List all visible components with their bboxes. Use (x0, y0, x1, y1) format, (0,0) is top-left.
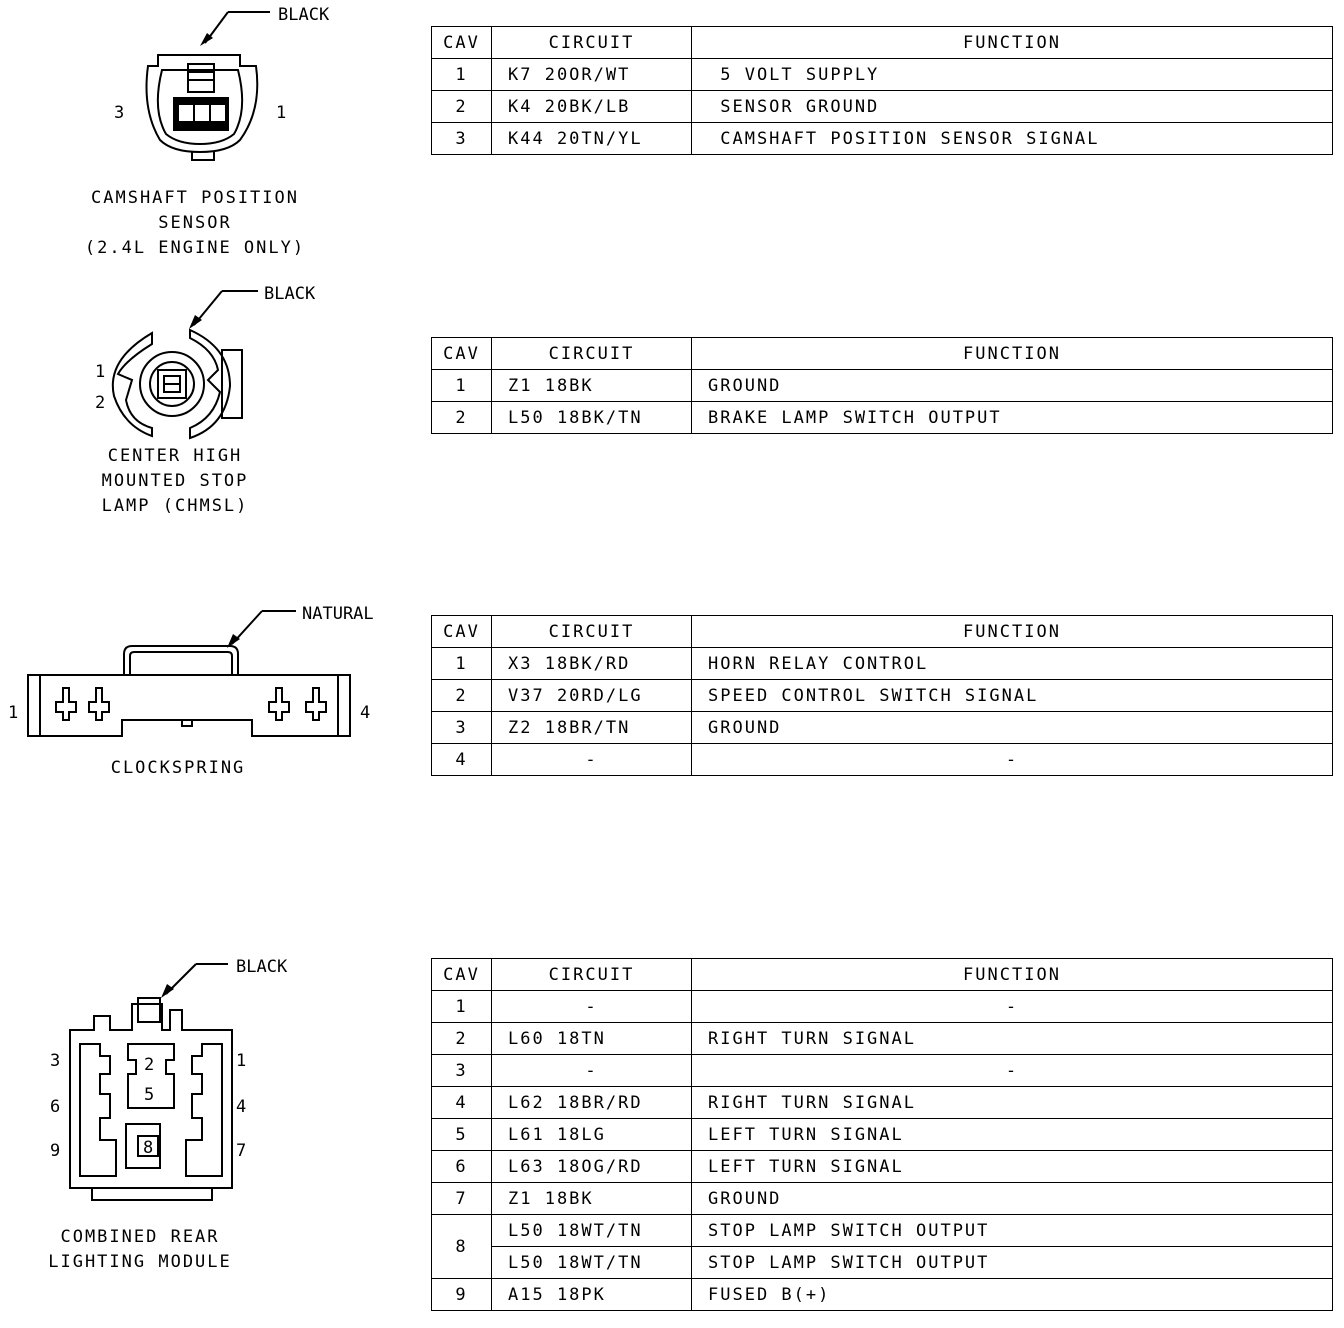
circuit-cell: K4 20BK/LB (492, 91, 692, 123)
function-cell: GROUND (692, 712, 1333, 744)
cav-cell: 3 (432, 123, 492, 155)
circuit-cell: L60 18TN (492, 1023, 692, 1055)
cav-cell: 1 (432, 370, 492, 402)
table-row (432, 744, 1333, 776)
circuit-header: CIRCUIT (492, 959, 692, 991)
function-cell: 5 VOLT SUPPLY (692, 59, 1333, 91)
function-header: FUNCTION (692, 616, 1333, 648)
function-cell: HORN RELAY CONTROL (692, 648, 1333, 680)
circuit-cell: A15 18PK (492, 1279, 692, 1311)
rear-lighting-pin-label-7: 7 (236, 1141, 247, 1161)
rear-lighting-pin-label-2: 2 (144, 1055, 155, 1075)
table-row (432, 1183, 1333, 1215)
function-cell: - (692, 991, 1333, 1023)
circuit-cell: K7 20OR/WT (492, 59, 692, 91)
rear-lighting-pin-label-3: 3 (50, 1051, 61, 1071)
circuit-cell: - (492, 1055, 692, 1087)
chmsl-caption (60, 444, 290, 519)
table-row (432, 123, 1333, 155)
table-row (432, 1247, 1333, 1279)
cav-cell: 9 (432, 1279, 492, 1311)
table-row (432, 991, 1333, 1023)
chmsl-connector-drawing (95, 284, 316, 438)
camshaft-color-label: BLACK (278, 5, 330, 25)
function-cell: RIGHT TURN SIGNAL (692, 1023, 1333, 1055)
camshaft-caption-line: CAMSHAFT POSITION (91, 188, 299, 208)
cav-header: CAV (432, 27, 492, 59)
table-row (432, 370, 1333, 402)
rear-lighting-caption-line: LIGHTING MODULE (48, 1252, 232, 1272)
table-row (432, 402, 1333, 434)
function-header: FUNCTION (692, 27, 1333, 59)
rear-lighting-pin-label-5: 5 (144, 1085, 155, 1105)
table-row (432, 680, 1333, 712)
function-cell: SENSOR GROUND (692, 91, 1333, 123)
cav-cell: 4 (432, 744, 492, 776)
table-header-row (432, 616, 1333, 648)
function-cell: GROUND (692, 370, 1333, 402)
table-row (432, 1023, 1333, 1055)
clockspring-pin-label-1: 1 (8, 703, 19, 723)
circuit-header: CIRCUIT (492, 616, 692, 648)
clockspring-color-label: NATURAL (302, 604, 374, 624)
table-row (432, 712, 1333, 744)
table-row (432, 59, 1333, 91)
clockspring-caption-line: CLOCKSPRING (110, 758, 246, 778)
cav-cell: 1 (432, 991, 492, 1023)
table-row (432, 1055, 1333, 1087)
function-cell: CAMSHAFT POSITION SENSOR SIGNAL (692, 123, 1333, 155)
cav-cell: 2 (432, 680, 492, 712)
circuit-cell: L50 18WT/TN (492, 1247, 692, 1279)
function-header: FUNCTION (692, 338, 1333, 370)
table-row (432, 1215, 1333, 1247)
function-cell: STOP LAMP SWITCH OUTPUT (692, 1215, 1333, 1247)
function-cell: SPEED CONTROL SWITCH SIGNAL (692, 680, 1333, 712)
camshaft-caption-line: SENSOR (158, 213, 232, 233)
circuit-cell: - (492, 744, 692, 776)
cav-header: CAV (432, 616, 492, 648)
circuit-cell: Z2 18BR/TN (492, 712, 692, 744)
table-header-row (432, 27, 1333, 59)
rear-lighting-pin-label-1: 1 (236, 1051, 247, 1071)
clockspring-pinout-table (431, 615, 1333, 776)
table-header-row (432, 338, 1333, 370)
rear-lighting-pin-label-8: 8 (143, 1138, 154, 1158)
cav-cell: 6 (432, 1151, 492, 1183)
circuit-cell: L63 18OG/RD (492, 1151, 692, 1183)
rear-lighting-pinout-table (431, 958, 1333, 1311)
rear-lighting-pin-label-9: 9 (50, 1141, 61, 1161)
camshaft-pinout-table (431, 26, 1333, 155)
circuit-cell: K44 20TN/YL (492, 123, 692, 155)
camshaft-pin-label-3: 3 (114, 103, 125, 123)
rear-lighting-pin-label-6: 6 (50, 1097, 61, 1117)
camshaft-caption-line: (2.4L ENGINE ONLY) (84, 238, 306, 258)
function-cell: BRAKE LAMP SWITCH OUTPUT (692, 402, 1333, 434)
cav-cell: 3 (432, 1055, 492, 1087)
circuit-cell: L50 18BK/TN (492, 402, 692, 434)
rear-lighting-connector-drawing (50, 957, 288, 1200)
function-cell: - (692, 744, 1333, 776)
camshaft-connector-drawing (114, 5, 330, 160)
cav-cell: 3 (432, 712, 492, 744)
function-cell: LEFT TURN SIGNAL (692, 1119, 1333, 1151)
circuit-header: CIRCUIT (492, 338, 692, 370)
chmsl-caption-line: MOUNTED STOP (101, 471, 249, 491)
chmsl-color-label: BLACK (264, 284, 316, 304)
table-row (432, 1151, 1333, 1183)
cav-cell: 5 (432, 1119, 492, 1151)
chmsl-pin-label-2: 2 (95, 393, 106, 413)
function-cell: LEFT TURN SIGNAL (692, 1151, 1333, 1183)
circuit-cell: - (492, 991, 692, 1023)
cav-header: CAV (432, 959, 492, 991)
rear-lighting-pin-label-4: 4 (236, 1097, 247, 1117)
cav-cell: 2 (432, 91, 492, 123)
clockspring-pin-label-4: 4 (360, 703, 371, 723)
table-row (432, 1119, 1333, 1151)
cav-cell: 1 (432, 59, 492, 91)
clockspring-connector-drawing (8, 604, 374, 736)
function-cell: - (692, 1055, 1333, 1087)
circuit-cell: L61 18LG (492, 1119, 692, 1151)
function-cell: RIGHT TURN SIGNAL (692, 1087, 1333, 1119)
cav-cell: 8 (432, 1215, 492, 1279)
cav-cell: 2 (432, 402, 492, 434)
circuit-header: CIRCUIT (492, 27, 692, 59)
cav-cell: 4 (432, 1087, 492, 1119)
function-cell: FUSED B(+) (692, 1279, 1333, 1311)
chmsl-caption-line: LAMP (CHMSL) (101, 496, 249, 516)
circuit-cell: Z1 18BK (492, 370, 692, 402)
function-header: FUNCTION (692, 959, 1333, 991)
circuit-cell: L50 18WT/TN (492, 1215, 692, 1247)
circuit-cell: Z1 18BK (492, 1183, 692, 1215)
function-cell: GROUND (692, 1183, 1333, 1215)
cav-cell: 7 (432, 1183, 492, 1215)
circuit-cell: L62 18BR/RD (492, 1087, 692, 1119)
rear-lighting-caption (30, 1225, 250, 1275)
table-header-row (432, 959, 1333, 991)
circuit-cell: V37 20RD/LG (492, 680, 692, 712)
clockspring-caption (60, 756, 296, 781)
chmsl-caption-line: CENTER HIGH (107, 446, 243, 466)
function-cell: STOP LAMP SWITCH OUTPUT (692, 1247, 1333, 1279)
cav-header: CAV (432, 338, 492, 370)
table-row (432, 1087, 1333, 1119)
rear-lighting-caption-line: COMBINED REAR (60, 1227, 220, 1247)
cav-cell: 1 (432, 648, 492, 680)
cav-cell: 2 (432, 1023, 492, 1055)
rear-lighting-color-label: BLACK (236, 957, 288, 977)
table-row (432, 648, 1333, 680)
camshaft-caption (60, 186, 330, 261)
circuit-cell: X3 18BK/RD (492, 648, 692, 680)
chmsl-pin-label-1: 1 (95, 362, 106, 382)
table-row (432, 1279, 1333, 1311)
chmsl-pinout-table (431, 337, 1333, 434)
table-row (432, 91, 1333, 123)
camshaft-pin-label-1: 1 (276, 103, 287, 123)
